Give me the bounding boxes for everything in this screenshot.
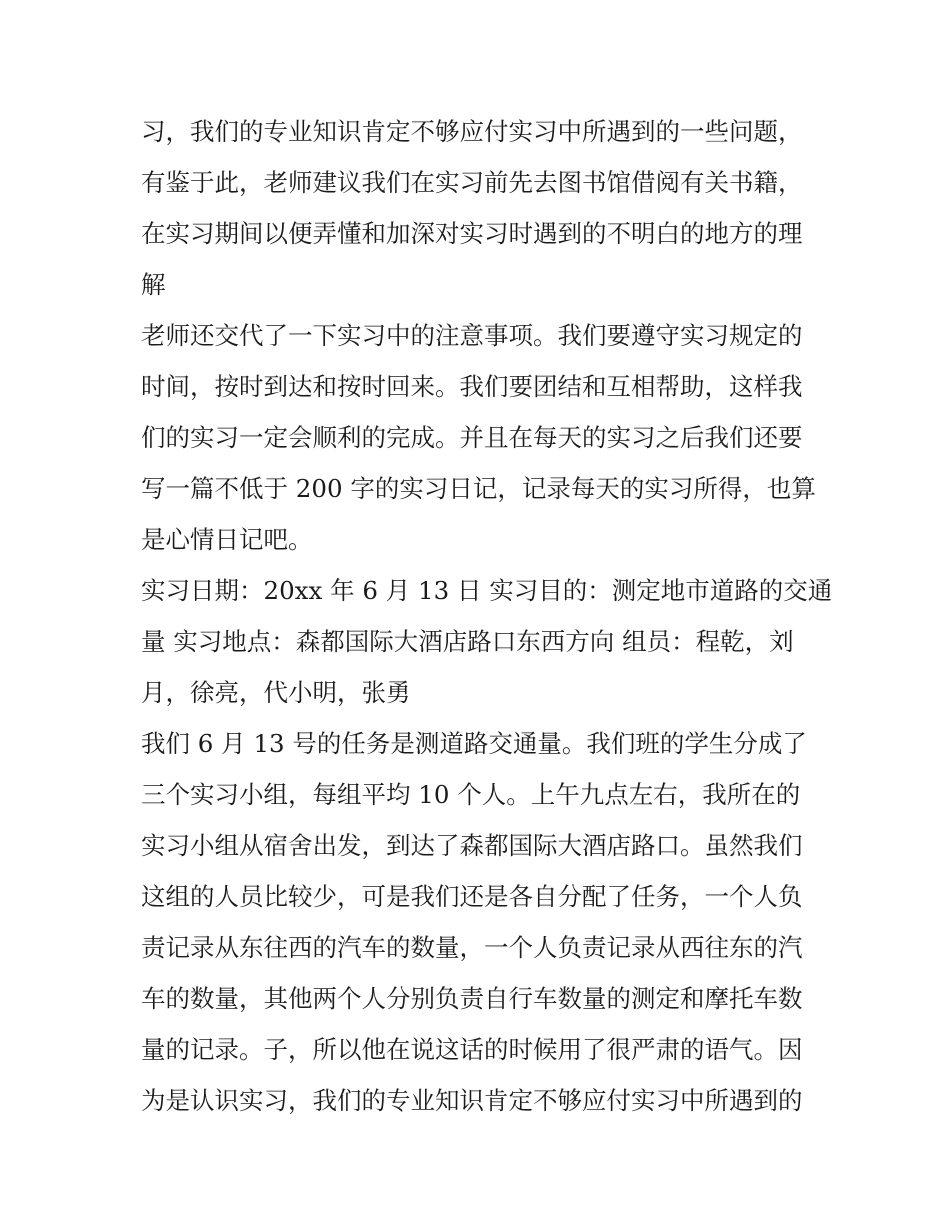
text-line-16: 这组的人员比较少，可是我们还是各自分配了任务，一个人负 xyxy=(141,882,803,911)
text-line-1: 习，我们的专业知识肯定不够应付实习中所遇到的一些问题， xyxy=(141,117,803,146)
text-line-14: 三个实习小组，每组平均 10 个人。上午九点左右，我所在的 xyxy=(141,780,801,809)
text-line-2: 有鉴于此，老师建议我们在实习前先去图书馆借阅有关书籍， xyxy=(141,168,803,197)
text-line-7: 们的实习一定会顺利的完成。并且在每天的实习之后我们还要 xyxy=(141,423,803,452)
text-line-6: 时间，按时到达和按时回来。我们要团结和互相帮助，这样我 xyxy=(141,372,803,401)
text-line-17: 责记录从东往西的汽车的数量，一个人负责记录从西往东的汽 xyxy=(141,933,803,962)
text-line-5: 老师还交代了一下实习中的注意事项。我们要遵守实习规定的 xyxy=(141,321,803,350)
text-line-15: 实习小组从宿舍出发，到达了森都国际大酒店路口。虽然我们 xyxy=(141,831,803,860)
text-line-9: 是心情日记吧。 xyxy=(141,525,313,554)
text-line-10: 实习日期：20xx 年 6 月 13 日 实习目的：测定地市道路的交通 xyxy=(141,576,833,605)
text-line-19: 量的记录。子，所以他在说这话的时候用了很严肃的语气。因 xyxy=(141,1035,803,1064)
text-line-18: 车的数量，其他两个人分别负责自行车数量的测定和摩托车数 xyxy=(141,984,803,1013)
document-body xyxy=(141,106,833,1126)
text-line-12: 月，徐亮，代小明，张勇 xyxy=(141,678,411,707)
text-line-20: 为是认识实习，我们的专业知识肯定不够应付实习中所遇到的 xyxy=(141,1086,803,1115)
text-line-4: 解 xyxy=(141,270,166,299)
text-line-13: 我们 6 月 13 号的任务是测道路交通量。我们班的学生分成了 xyxy=(141,729,807,758)
text-line-11: 量 实习地点：森都国际大酒店路口东西方向 组员：程乾，刘 xyxy=(141,627,794,656)
text-line-8: 写一篇不低于 200 字的实习日记，记录每天的实习所得，也算 xyxy=(141,474,816,503)
text-line-3: 在实习期间以便弄懂和加深对实习时遇到的不明白的地方的理 xyxy=(141,219,803,248)
